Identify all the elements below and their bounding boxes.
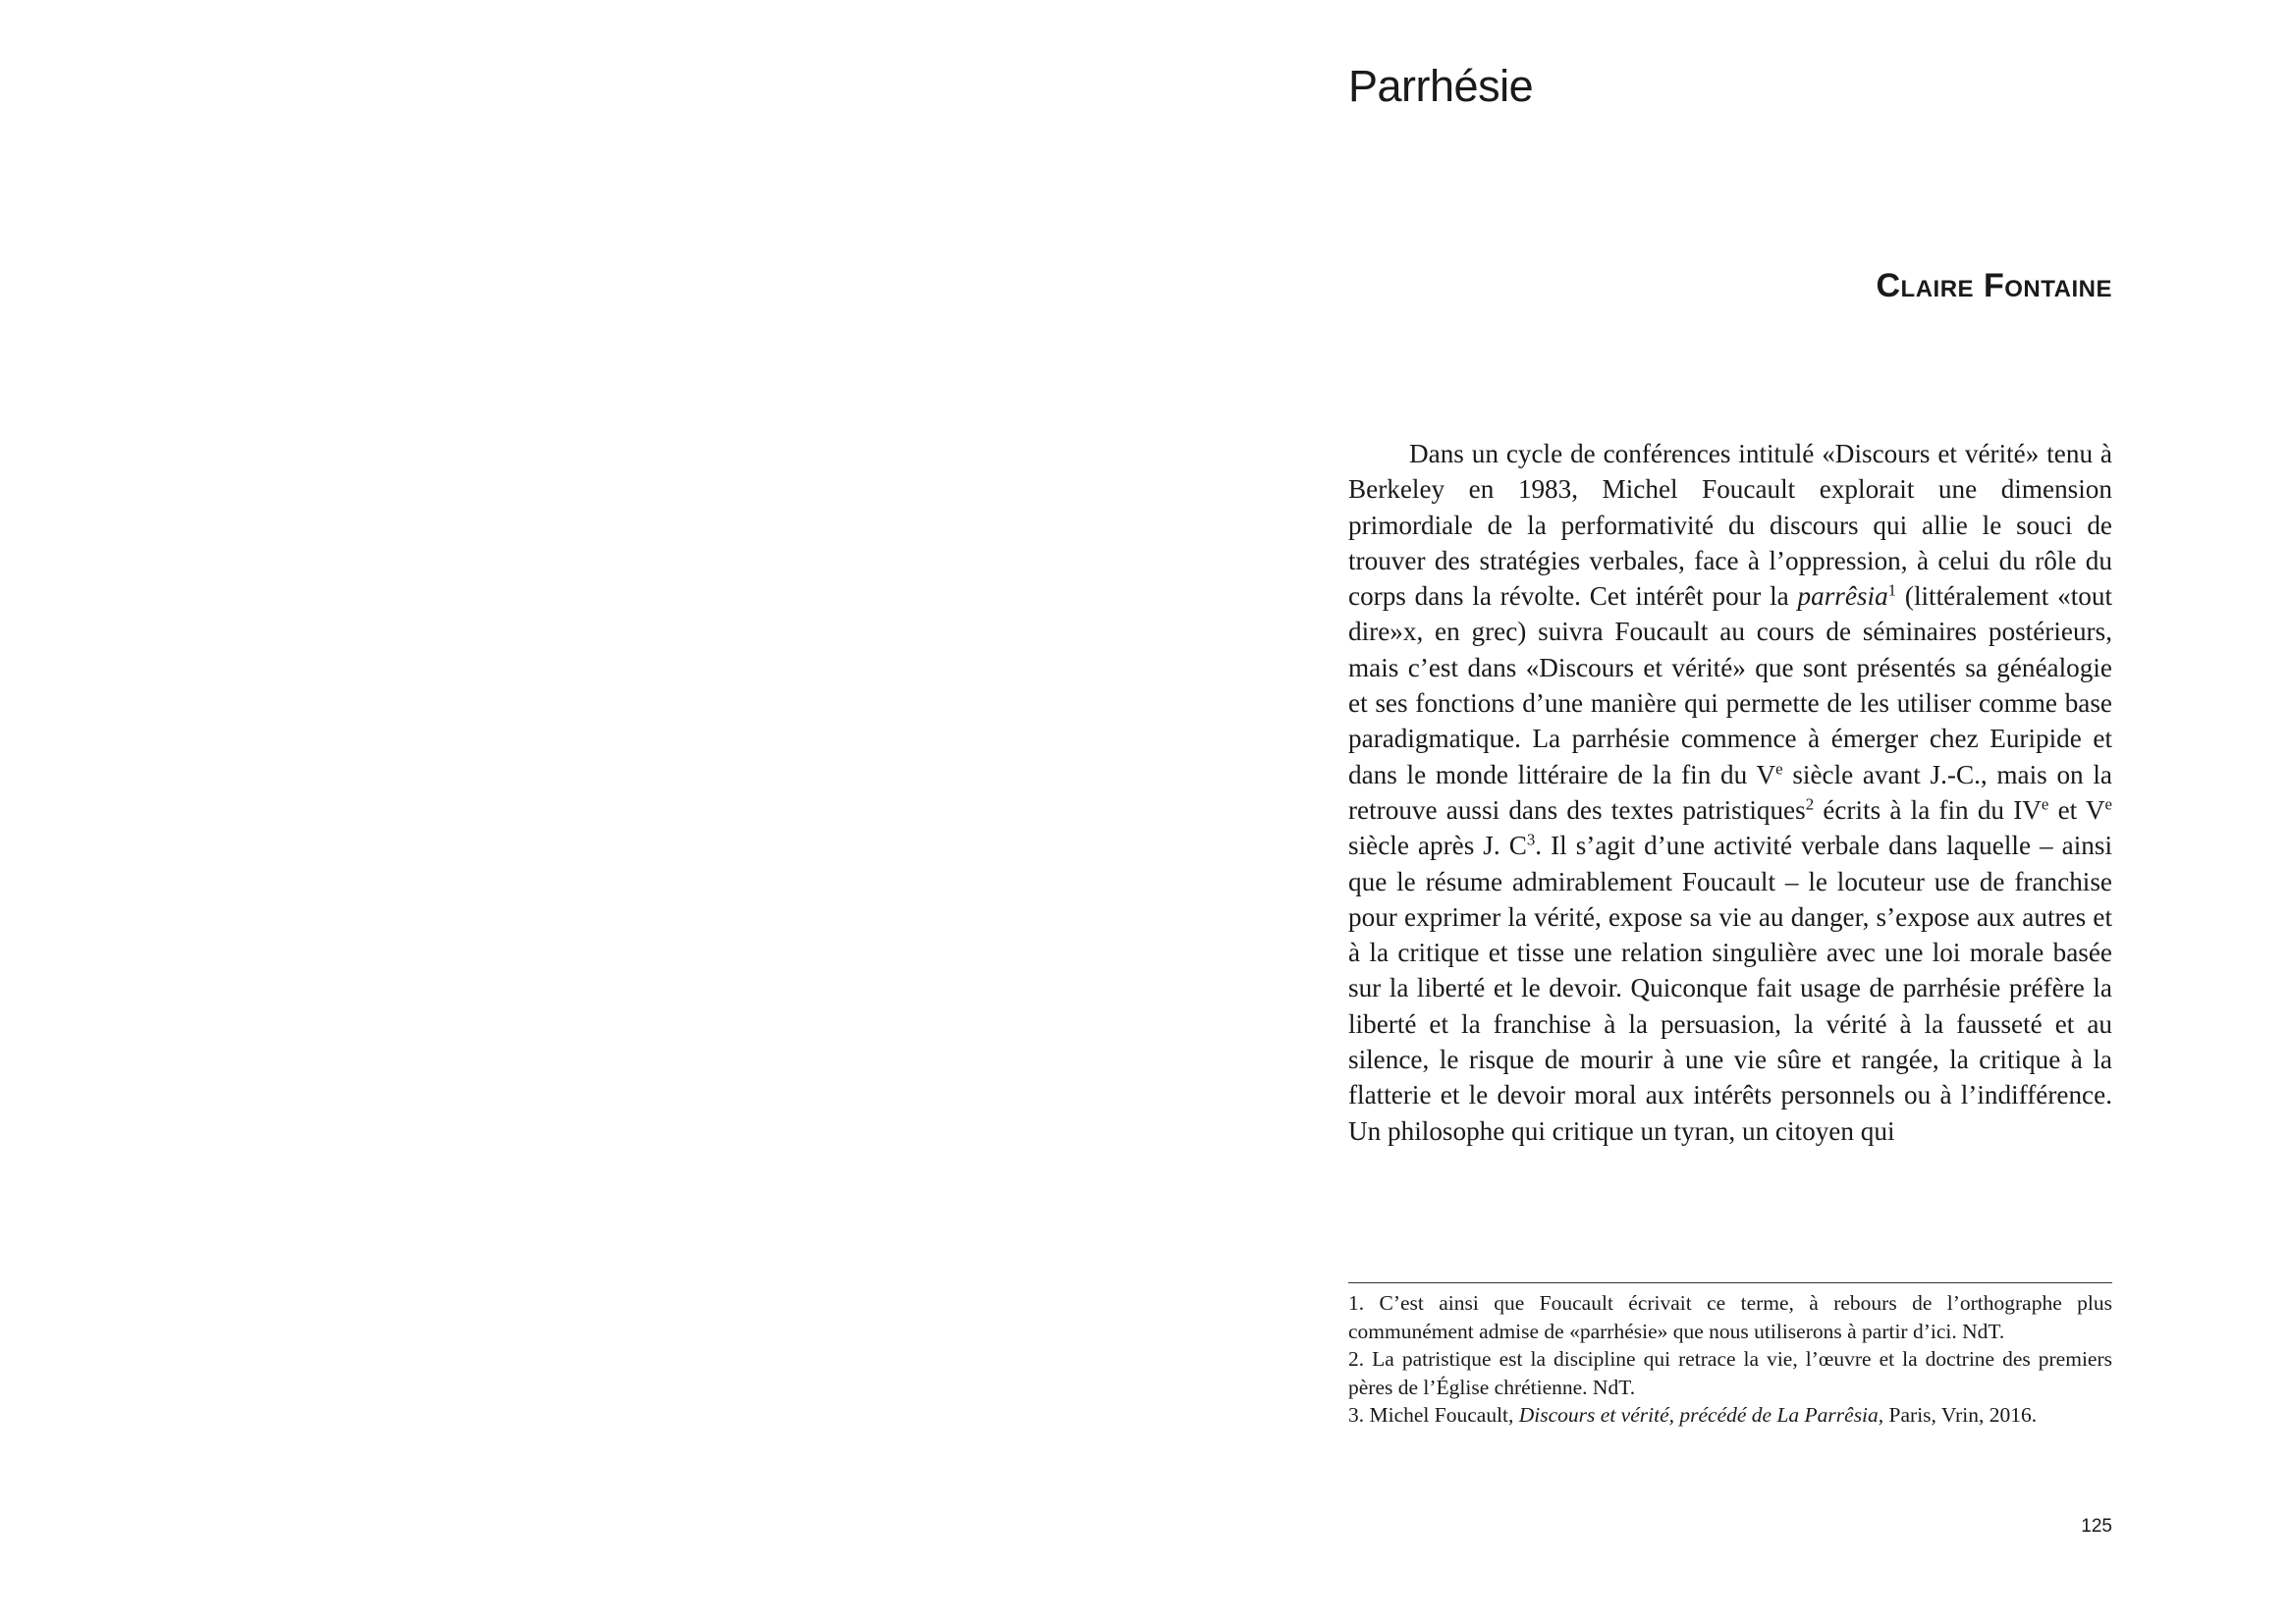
footnote-3-book-title: Discours et vérité, précédé de La Parrêsia, bbox=[1518, 1403, 1884, 1427]
italic-term: parrêsia bbox=[1797, 581, 1888, 612]
ordinal-superscript: e bbox=[1775, 759, 1783, 779]
footnote-1: 1. C’est ainsi que Foucault écrivait ce terme, à rebours de l’orthographe plus communément admise de «parrhésie» que nous utiliserons à partir d’ici. NdT. bbox=[1348, 1291, 2112, 1343]
footnote-3 bbox=[1348, 1401, 2112, 1430]
ordinal-superscript: e bbox=[2104, 794, 2113, 814]
body-text-segment: et V bbox=[2048, 794, 2105, 825]
left-page-blank bbox=[0, 0, 1144, 1624]
chapter-title: Parrhésie bbox=[1348, 61, 1534, 111]
body-text-segment: Dans un cycle de conférences intitulé «Discours et vérité» tenu à Berkeley en 1983, Michel Foucault explorait une dimension primordiale de la performativité du discours qui allie le souci de trouver des stratégies verbales, face à l’oppression, à celui du rôle du corps dans la révolte. Cet intérêt pour la bbox=[1348, 439, 2112, 612]
footnotes bbox=[1348, 1289, 2112, 1430]
footnote-divider bbox=[1348, 1282, 2112, 1283]
page-number: 125 bbox=[2081, 1516, 2112, 1537]
body-text-segment: . Il s’agit d’une activité verbale dans laquelle – ainsi que le résume admirablement Foucault – le locuteur use de franchise pour exprimer la vérité, expose sa vie au danger, s’expose aux autres et à la critique et tisse une relation singulière avec une loi morale basée sur la liberté et le devoir. Quiconque fait usage de parrhésie préfère la liberté et la franchise à la persuasion, la vérité à la fausseté et au silence, le risque de mourir à une vie sûre et rangée, la critique à la flatterie et le devoir moral aux intérêts personnels ou à l’indifférence. Un philosophe qui critique un tyran, un citoyen qui bbox=[1348, 831, 2112, 1146]
footnote-3-publisher: Paris, Vrin, 2016. bbox=[1883, 1403, 2038, 1427]
author-name: Claire Fontaine bbox=[1876, 267, 2112, 304]
ordinal-superscript: e bbox=[2041, 794, 2049, 814]
body-paragraph bbox=[1348, 436, 2112, 1149]
body-text-segment: (littéralement «tout dire»x, en grec) suivra Foucault au cours de séminaires postérieurs, mais c’est dans «Discours et vérité» que sont présentés sa généalogie et ses fonctions d’une manière qui permette de les utiliser comme base paradigmatique. La parrhésie commence à émerger chez Euripide et dans le monde littéraire de la fin du V bbox=[1348, 581, 2112, 789]
footnote-2: 2. La patristique est la discipline qui retrace la vie, l’œuvre et la doctrine des premiers pères de l’Église chrétienne. NdT. bbox=[1348, 1347, 2112, 1399]
body-text-segment: siècle après J. C bbox=[1348, 831, 1527, 861]
footnote-ref-2: 2 bbox=[1805, 794, 1815, 814]
footnote-ref-1: 1 bbox=[1887, 580, 1897, 600]
footnote-3-text: 3. Michel Foucault, bbox=[1348, 1403, 1519, 1427]
body-text-segment: siècle avant J.-C., mais on la retrouve aussi dans des textes patristiques bbox=[1348, 759, 2112, 825]
body-text-segment: écrits à la fin du IV bbox=[1814, 794, 2042, 825]
footnote-ref-3: 3 bbox=[1526, 831, 1536, 849]
